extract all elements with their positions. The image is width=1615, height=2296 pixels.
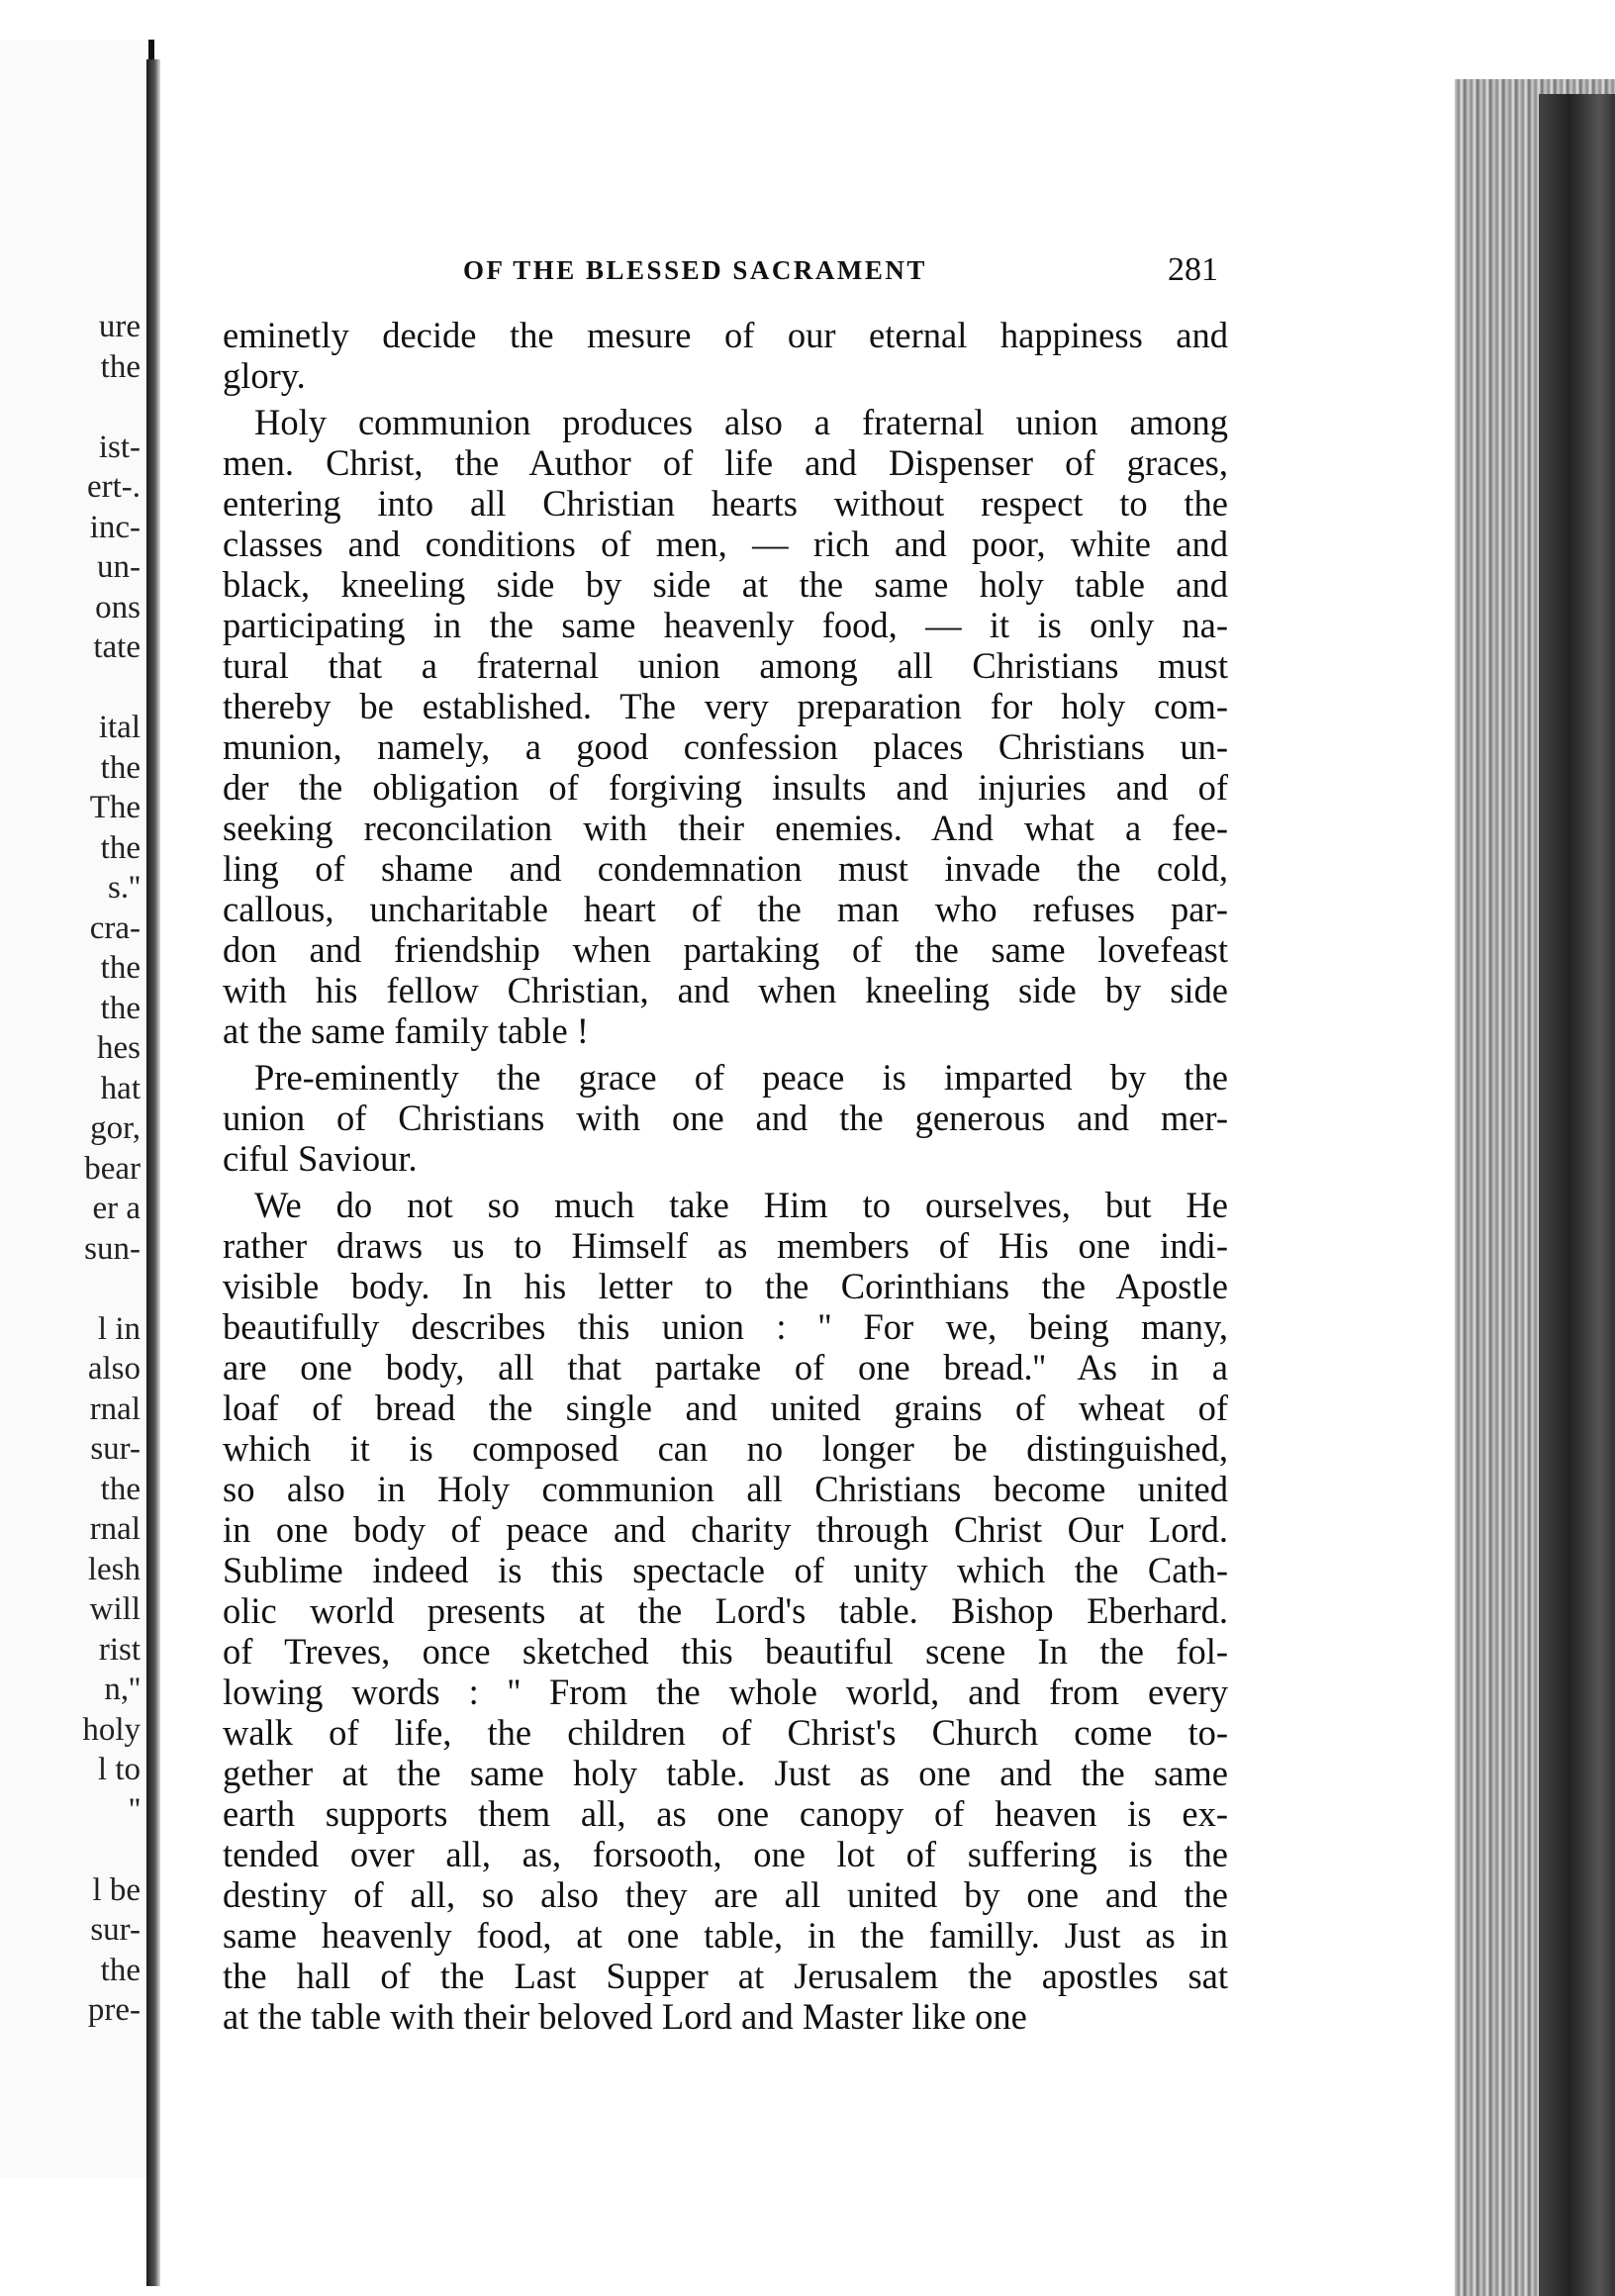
facing-page-fragment: ital [98, 710, 141, 745]
facing-page-fragment: sur- [90, 1431, 141, 1467]
facing-page-fragment: ons [95, 589, 141, 625]
facing-page-fragment: ist- [98, 429, 141, 465]
text-line: Sublime indeed is this spectacle of unity which the Cath- [223, 1550, 1228, 1590]
text-line: same heavenly food, at one table, in the familly. Just as in [223, 1915, 1228, 1956]
facing-page [0, 40, 154, 2177]
facing-page-fragment: hes [97, 1030, 141, 1066]
facing-page-fragment: the [100, 749, 141, 786]
text-line: earth supports them all, as one canopy of heaven is ex- [223, 1793, 1228, 1834]
facing-page-fragment: sun- [84, 1230, 141, 1267]
text-line: olic world presents at the Lord's table. Bishop Eberhard. [223, 1590, 1228, 1631]
text-line: thereby be established. The very preparation for holy com- [223, 686, 1228, 726]
paragraph [223, 1185, 1228, 2037]
text-line: eminetly decide the mesure of our eternal happiness and [223, 315, 1228, 355]
top-margin [0, 0, 1615, 40]
text-line: glory. [223, 355, 306, 396]
facing-page-fragment: l in [97, 1310, 141, 1347]
facing-page-fragment: inc- [89, 509, 141, 545]
text-line: Holy communion produces also a fraternal union among [254, 402, 1228, 442]
facing-page-fragment: er a [92, 1191, 141, 1226]
text-line: at the table with their beloved Lord and Master like one [223, 1996, 1027, 2037]
facing-page-fragment: rnal [89, 1390, 141, 1427]
text-line: entering into all Christian hearts without respect to the [223, 483, 1228, 524]
page-number: 281 [1168, 251, 1218, 288]
facing-page-fragment: also [87, 1351, 141, 1387]
text-line: We do not so much take Him to ourselves, but He [254, 1185, 1228, 1225]
text-line: classes and conditions of men, — rich and poor, white and [223, 524, 1228, 564]
text-line: ciful Saviour. [223, 1138, 418, 1179]
text-line: rather draws us to Himself as members of His one indi- [223, 1225, 1228, 1266]
text-line: tended over all, as, forsooth, one lot of suffering is the [223, 1834, 1228, 1874]
text-line: are one body, all that partake of one bread.'' As in a [223, 1347, 1228, 1387]
facing-page-fragment: the [100, 348, 141, 385]
book-cover-edge [1539, 94, 1615, 2296]
text-line: at the same family table ! [223, 1010, 589, 1051]
facing-page-fragment: n,'' [104, 1672, 141, 1707]
text-line: seeking reconcilation with their enemies. And what a fee- [223, 808, 1228, 848]
running-head: OF THE BLESSED SACRAMENT [463, 255, 927, 285]
text-line: destiny of all, so also they are all united by one and the [223, 1874, 1228, 1915]
facing-page-fragment: the [100, 950, 141, 986]
text-line: participating in the same heavenly food, — it is only na- [223, 605, 1228, 645]
facing-page-fragment: rnal [89, 1511, 141, 1547]
text-line: black, kneeling side by side at the same holy table and [223, 564, 1228, 605]
facing-page-fragment: lesh [87, 1551, 141, 1587]
facing-page-fragment: cra- [89, 909, 141, 946]
facing-page-fragment: '' [129, 1791, 141, 1828]
text-line: beautifully describes this union : '' For we, being many, [223, 1306, 1228, 1347]
text-line: which it is composed can no longer be distinguished, [223, 1428, 1228, 1469]
text-line: in one body of peace and charity through Christ Our Lord. [223, 1509, 1228, 1550]
text-line: the hall of the Last Supper at Jerusalem the apostles sat [223, 1956, 1228, 1996]
text-line: munion, namely, a good confession places Christians un- [223, 726, 1228, 767]
facing-page-fragment: s.'' [108, 870, 141, 906]
facing-page-fragment: pre- [87, 1992, 141, 2028]
facing-page-fragment: will [89, 1591, 141, 1627]
paragraph [223, 1057, 1228, 1179]
facing-page-fragment: the [100, 829, 141, 866]
facing-page-fragment: rist [98, 1631, 141, 1668]
text-line: men. Christ, the Author of life and Dispenser of graces, [223, 442, 1228, 483]
text-line: of Treves, once sketched this beautiful scene In the fol- [223, 1631, 1228, 1672]
facing-page-fragment: ert-. [86, 469, 141, 505]
text-line: visible body. In his letter to the Corinthians the Apostle [223, 1266, 1228, 1306]
facing-page-fragment: ure [98, 309, 141, 344]
text-line: der the obligation of forgiving insults and injuries and of [223, 767, 1228, 808]
paragraph [223, 315, 1228, 396]
text-line: union of Christians with one and the generous and mer- [223, 1098, 1228, 1138]
text-line: with his fellow Christian, and when kneeling side by side [223, 970, 1228, 1010]
text-line: walk of life, the children of Christ's Church come to- [223, 1712, 1228, 1753]
text-line: gether at the same holy table. Just as one and the same [223, 1753, 1228, 1793]
text-line: callous, uncharitable heart of the man who refuses par- [223, 889, 1228, 929]
text-line: loaf of bread the single and united grains of wheat of [223, 1387, 1228, 1428]
facing-page-fragment: bear [84, 1150, 141, 1187]
facing-page-fragment: holy [82, 1711, 141, 1748]
facing-page-fragment: gor, [90, 1110, 141, 1146]
body-text [223, 315, 1228, 2043]
facing-page-fragment: the [100, 990, 141, 1026]
facing-page-fragment: the [100, 1952, 141, 1988]
paragraph [223, 402, 1228, 1051]
text-line: so also in Holy communion all Christians become united [223, 1469, 1228, 1509]
facing-page-fragment: hat [100, 1070, 141, 1106]
text-line: don and friendship when partaking of the same lovefeast [223, 929, 1228, 970]
book-gutter [146, 59, 160, 2286]
facing-page-fragment: sur- [90, 1912, 141, 1948]
facing-page-fragment: tate [93, 629, 141, 665]
facing-page-fragment: l be [92, 1871, 141, 1908]
facing-page-fragment: the [100, 1471, 141, 1507]
facing-page-fragment: The [89, 790, 141, 825]
text-line: ling of shame and condemnation must invade the cold, [223, 848, 1228, 889]
facing-page-fragment: un- [97, 549, 141, 585]
facing-page-fragment: l to [97, 1752, 141, 1787]
text-line: tural that a fraternal union among all Christians must [223, 645, 1228, 686]
text-line: lowing words : '' From the whole world, and from every [223, 1672, 1228, 1712]
text-line: Pre-eminently the grace of peace is imparted by the [254, 1057, 1228, 1098]
